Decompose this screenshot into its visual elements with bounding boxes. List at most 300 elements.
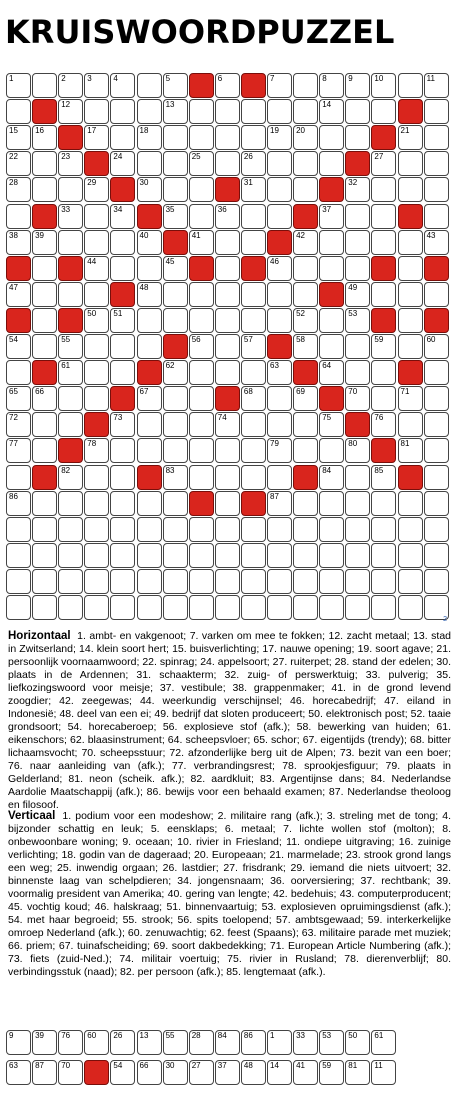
grid-cell[interactable] [215,491,240,516]
grid-cell[interactable] [110,491,135,516]
grid-cell[interactable] [110,517,135,542]
grid-cell[interactable] [32,256,57,281]
grid-cell[interactable] [189,308,214,333]
grid-cell[interactable] [241,282,266,307]
grid-cell[interactable] [345,517,370,542]
grid-cell[interactable] [6,517,31,542]
grid-cell[interactable] [110,230,135,255]
grid-cell[interactable] [241,595,266,620]
grid-cell[interactable] [137,256,162,281]
grid-cell[interactable] [189,517,214,542]
grid-cell[interactable] [215,230,240,255]
grid-cell[interactable] [163,438,188,463]
grid-cell[interactable] [215,204,240,229]
grid-cell[interactable] [189,230,214,255]
grid-cell[interactable] [84,204,109,229]
grid-cell[interactable] [215,308,240,333]
solution-cell[interactable] [293,1060,318,1085]
grid-cell[interactable] [319,543,344,568]
grid-cell[interactable] [267,517,292,542]
grid-cell[interactable] [58,386,83,411]
grid-cell[interactable] [293,282,318,307]
grid-cell[interactable] [424,230,449,255]
grid-cell[interactable] [371,517,396,542]
grid-cell[interactable] [32,334,57,359]
grid-cell[interactable] [110,204,135,229]
grid-cell[interactable] [137,386,162,411]
grid-cell[interactable] [58,595,83,620]
grid-cell[interactable] [267,73,292,98]
grid-cell[interactable] [110,360,135,385]
grid-cell[interactable] [398,517,423,542]
grid-cell[interactable] [293,177,318,202]
grid-cell[interactable] [110,99,135,124]
grid-cell[interactable] [371,386,396,411]
grid-cell[interactable] [241,412,266,437]
grid-cell[interactable] [58,543,83,568]
grid-cell[interactable] [371,204,396,229]
grid-cell[interactable] [424,517,449,542]
grid-cell[interactable] [241,543,266,568]
grid-cell[interactable] [241,125,266,150]
grid-cell[interactable] [267,491,292,516]
grid-cell[interactable] [58,230,83,255]
grid-cell[interactable] [267,543,292,568]
grid-cell[interactable] [84,256,109,281]
grid-cell[interactable] [32,308,57,333]
grid-cell[interactable] [110,308,135,333]
grid-cell[interactable] [137,517,162,542]
grid-cell[interactable] [293,517,318,542]
grid-cell[interactable] [293,334,318,359]
solution-cell[interactable] [110,1060,135,1085]
grid-cell[interactable] [267,465,292,490]
grid-cell[interactable] [319,256,344,281]
grid-cell[interactable] [163,569,188,594]
grid-cell[interactable] [424,569,449,594]
grid-cell[interactable] [267,256,292,281]
grid-cell[interactable] [110,151,135,176]
grid-cell[interactable] [241,99,266,124]
grid-cell[interactable] [293,491,318,516]
grid-cell[interactable] [32,491,57,516]
grid-cell[interactable] [137,282,162,307]
grid-cell[interactable] [215,99,240,124]
grid-cell[interactable] [371,360,396,385]
grid-cell[interactable] [163,386,188,411]
grid-cell[interactable] [137,99,162,124]
grid-cell[interactable] [110,438,135,463]
grid-cell[interactable] [241,360,266,385]
grid-cell[interactable] [293,386,318,411]
solution-cell[interactable] [293,1030,318,1055]
grid-cell[interactable] [215,465,240,490]
grid-cell[interactable] [398,543,423,568]
grid-cell[interactable] [345,543,370,568]
grid-cell[interactable] [137,230,162,255]
grid-cell[interactable] [345,99,370,124]
grid-cell[interactable] [137,73,162,98]
grid-cell[interactable] [293,99,318,124]
grid-cell[interactable] [424,386,449,411]
grid-cell[interactable] [189,204,214,229]
grid-cell[interactable] [371,412,396,437]
grid-cell[interactable] [58,282,83,307]
grid-cell[interactable] [84,360,109,385]
grid-cell[interactable] [398,230,423,255]
grid-cell[interactable] [241,177,266,202]
grid-cell[interactable] [424,151,449,176]
grid-cell[interactable] [241,151,266,176]
solution-cell[interactable] [215,1030,240,1055]
grid-cell[interactable] [424,99,449,124]
grid-cell[interactable] [58,99,83,124]
grid-cell[interactable] [398,412,423,437]
grid-cell[interactable] [293,308,318,333]
grid-cell[interactable] [32,386,57,411]
grid-cell[interactable] [137,177,162,202]
grid-cell[interactable] [215,517,240,542]
grid-cell[interactable] [58,517,83,542]
solution-cell[interactable] [267,1030,292,1055]
grid-cell[interactable] [84,595,109,620]
grid-cell[interactable] [163,151,188,176]
grid-cell[interactable] [6,99,31,124]
grid-cell[interactable] [371,151,396,176]
grid-cell[interactable] [163,517,188,542]
grid-cell[interactable] [58,177,83,202]
grid-cell[interactable] [319,517,344,542]
grid-cell[interactable] [371,230,396,255]
solution-cell[interactable] [58,1030,83,1055]
grid-cell[interactable] [319,334,344,359]
grid-cell[interactable] [267,438,292,463]
solution-cell[interactable] [241,1060,266,1085]
solution-cell[interactable] [267,1060,292,1085]
grid-cell[interactable] [137,308,162,333]
grid-cell[interactable] [319,595,344,620]
grid-cell[interactable] [345,360,370,385]
grid-cell[interactable] [84,282,109,307]
grid-cell[interactable] [58,73,83,98]
grid-cell[interactable] [84,465,109,490]
grid-cell[interactable] [189,412,214,437]
grid-cell[interactable] [6,438,31,463]
solution-cell[interactable] [371,1030,396,1055]
solution-cell[interactable] [371,1060,396,1085]
grid-cell[interactable] [189,465,214,490]
grid-cell[interactable] [32,73,57,98]
grid-cell[interactable] [215,595,240,620]
grid-cell[interactable] [58,204,83,229]
grid-cell[interactable] [163,177,188,202]
solution-cell[interactable] [137,1030,162,1055]
grid-cell[interactable] [84,125,109,150]
grid-cell[interactable] [424,73,449,98]
grid-cell[interactable] [319,438,344,463]
grid-cell[interactable] [137,595,162,620]
grid-cell[interactable] [293,230,318,255]
grid-cell[interactable] [398,177,423,202]
grid-cell[interactable] [371,465,396,490]
grid-cell[interactable] [319,465,344,490]
grid-cell[interactable] [215,73,240,98]
grid-cell[interactable] [163,595,188,620]
grid-cell[interactable] [345,256,370,281]
grid-cell[interactable] [319,360,344,385]
grid-cell[interactable] [137,151,162,176]
grid-cell[interactable] [84,491,109,516]
grid-cell[interactable] [371,282,396,307]
grid-cell[interactable] [215,282,240,307]
grid-cell[interactable] [215,360,240,385]
grid-cell[interactable] [6,73,31,98]
grid-cell[interactable] [137,543,162,568]
grid-cell[interactable] [215,438,240,463]
solution-cell[interactable] [110,1030,135,1055]
grid-cell[interactable] [6,230,31,255]
grid-cell[interactable] [424,412,449,437]
grid-cell[interactable] [163,282,188,307]
grid-cell[interactable] [371,543,396,568]
grid-cell[interactable] [58,334,83,359]
grid-cell[interactable] [189,386,214,411]
grid-cell[interactable] [319,99,344,124]
solution-cell[interactable] [6,1030,31,1055]
grid-cell[interactable] [371,491,396,516]
grid-cell[interactable] [267,569,292,594]
solution-cell[interactable] [189,1060,214,1085]
grid-cell[interactable] [137,412,162,437]
grid-cell[interactable] [189,99,214,124]
grid-cell[interactable] [84,517,109,542]
grid-cell[interactable] [345,334,370,359]
solution-cell[interactable] [319,1060,344,1085]
grid-cell[interactable] [163,256,188,281]
grid-cell[interactable] [241,230,266,255]
grid-cell[interactable] [163,125,188,150]
grid-cell[interactable] [32,438,57,463]
grid-cell[interactable] [6,151,31,176]
grid-cell[interactable] [189,151,214,176]
grid-cell[interactable] [398,438,423,463]
grid-cell[interactable] [371,595,396,620]
grid-cell[interactable] [241,308,266,333]
grid-cell[interactable] [319,151,344,176]
solution-cell[interactable] [84,1030,109,1055]
grid-cell[interactable] [424,491,449,516]
grid-cell[interactable] [163,360,188,385]
grid-cell[interactable] [345,204,370,229]
grid-cell[interactable] [84,334,109,359]
grid-cell[interactable] [267,595,292,620]
grid-cell[interactable] [267,308,292,333]
grid-cell[interactable] [424,334,449,359]
grid-cell[interactable] [319,491,344,516]
grid-cell[interactable] [345,282,370,307]
grid-cell[interactable] [189,595,214,620]
grid-cell[interactable] [137,569,162,594]
grid-cell[interactable] [345,177,370,202]
grid-cell[interactable] [110,569,135,594]
grid-cell[interactable] [371,334,396,359]
grid-cell[interactable] [6,491,31,516]
grid-cell[interactable] [293,256,318,281]
grid-cell[interactable] [58,360,83,385]
grid-cell[interactable] [424,438,449,463]
grid-cell[interactable] [110,412,135,437]
grid-cell[interactable] [424,360,449,385]
grid-cell[interactable] [215,256,240,281]
grid-cell[interactable] [319,204,344,229]
grid-cell[interactable] [189,438,214,463]
grid-cell[interactable] [267,99,292,124]
grid-cell[interactable] [32,569,57,594]
grid-cell[interactable] [319,125,344,150]
grid-cell[interactable] [189,569,214,594]
grid-cell[interactable] [424,125,449,150]
grid-cell[interactable] [424,204,449,229]
grid-cell[interactable] [319,569,344,594]
grid-cell[interactable] [371,73,396,98]
grid-cell[interactable] [6,125,31,150]
grid-cell[interactable] [189,543,214,568]
grid-cell[interactable] [84,177,109,202]
grid-cell[interactable] [6,465,31,490]
grid-cell[interactable] [163,465,188,490]
grid-cell[interactable] [110,73,135,98]
grid-cell[interactable] [110,465,135,490]
solution-cell[interactable] [6,1060,31,1085]
grid-cell[interactable] [267,204,292,229]
grid-cell[interactable] [6,177,31,202]
grid-cell[interactable] [215,151,240,176]
grid-cell[interactable] [424,543,449,568]
grid-cell[interactable] [215,543,240,568]
grid-cell[interactable] [267,282,292,307]
grid-cell[interactable] [32,282,57,307]
solution-cell[interactable] [189,1030,214,1055]
grid-cell[interactable] [163,491,188,516]
grid-cell[interactable] [163,73,188,98]
solution-cell[interactable] [163,1030,188,1055]
grid-cell[interactable] [345,125,370,150]
grid-cell[interactable] [58,412,83,437]
grid-cell[interactable] [241,465,266,490]
grid-cell[interactable] [424,177,449,202]
grid-cell[interactable] [241,569,266,594]
grid-cell[interactable] [424,282,449,307]
grid-cell[interactable] [267,386,292,411]
solution-cell[interactable] [32,1030,57,1055]
grid-cell[interactable] [345,465,370,490]
grid-cell[interactable] [345,595,370,620]
grid-cell[interactable] [32,412,57,437]
solution-cell[interactable] [163,1060,188,1085]
grid-cell[interactable] [189,282,214,307]
grid-cell[interactable] [241,334,266,359]
grid-cell[interactable] [345,569,370,594]
grid-cell[interactable] [215,412,240,437]
grid-cell[interactable] [398,125,423,150]
solution-cell[interactable] [137,1060,162,1085]
grid-cell[interactable] [293,543,318,568]
grid-cell[interactable] [137,125,162,150]
grid-cell[interactable] [398,569,423,594]
grid-cell[interactable] [32,125,57,150]
grid-cell[interactable] [137,438,162,463]
grid-cell[interactable] [371,99,396,124]
grid-cell[interactable] [398,334,423,359]
grid-cell[interactable] [189,125,214,150]
grid-cell[interactable] [319,73,344,98]
grid-cell[interactable] [189,334,214,359]
grid-cell[interactable] [345,438,370,463]
grid-cell[interactable] [32,517,57,542]
grid-cell[interactable] [6,412,31,437]
solution-cell[interactable] [32,1060,57,1085]
grid-cell[interactable] [6,282,31,307]
grid-cell[interactable] [6,360,31,385]
grid-cell[interactable] [84,569,109,594]
grid-cell[interactable] [293,412,318,437]
grid-cell[interactable] [398,308,423,333]
grid-cell[interactable] [137,334,162,359]
grid-cell[interactable] [293,73,318,98]
grid-cell[interactable] [241,517,266,542]
grid-cell[interactable] [241,386,266,411]
grid-cell[interactable] [58,465,83,490]
grid-cell[interactable] [293,125,318,150]
grid-cell[interactable] [398,73,423,98]
grid-cell[interactable] [345,308,370,333]
grid-cell[interactable] [163,308,188,333]
grid-cell[interactable] [189,360,214,385]
grid-cell[interactable] [293,438,318,463]
solution-cell[interactable] [215,1060,240,1085]
grid-cell[interactable] [6,595,31,620]
solution-cell[interactable] [58,1060,83,1085]
grid-cell[interactable] [32,151,57,176]
grid-cell[interactable] [267,125,292,150]
grid-cell[interactable] [189,177,214,202]
grid-cell[interactable] [241,438,266,463]
grid-cell[interactable] [319,412,344,437]
grid-cell[interactable] [137,491,162,516]
grid-cell[interactable] [58,151,83,176]
grid-cell[interactable] [398,595,423,620]
grid-cell[interactable] [110,595,135,620]
grid-cell[interactable] [345,73,370,98]
grid-cell[interactable] [32,595,57,620]
grid-cell[interactable] [345,230,370,255]
grid-cell[interactable] [267,360,292,385]
grid-cell[interactable] [58,491,83,516]
grid-cell[interactable] [371,569,396,594]
grid-cell[interactable] [398,256,423,281]
grid-cell[interactable] [110,256,135,281]
grid-cell[interactable] [163,99,188,124]
grid-cell[interactable] [163,543,188,568]
grid-cell[interactable] [398,491,423,516]
grid-cell[interactable] [424,465,449,490]
grid-cell[interactable] [163,412,188,437]
grid-cell[interactable] [241,204,266,229]
grid-cell[interactable] [84,99,109,124]
grid-cell[interactable] [293,151,318,176]
grid-cell[interactable] [345,491,370,516]
solution-cell[interactable] [319,1030,344,1055]
